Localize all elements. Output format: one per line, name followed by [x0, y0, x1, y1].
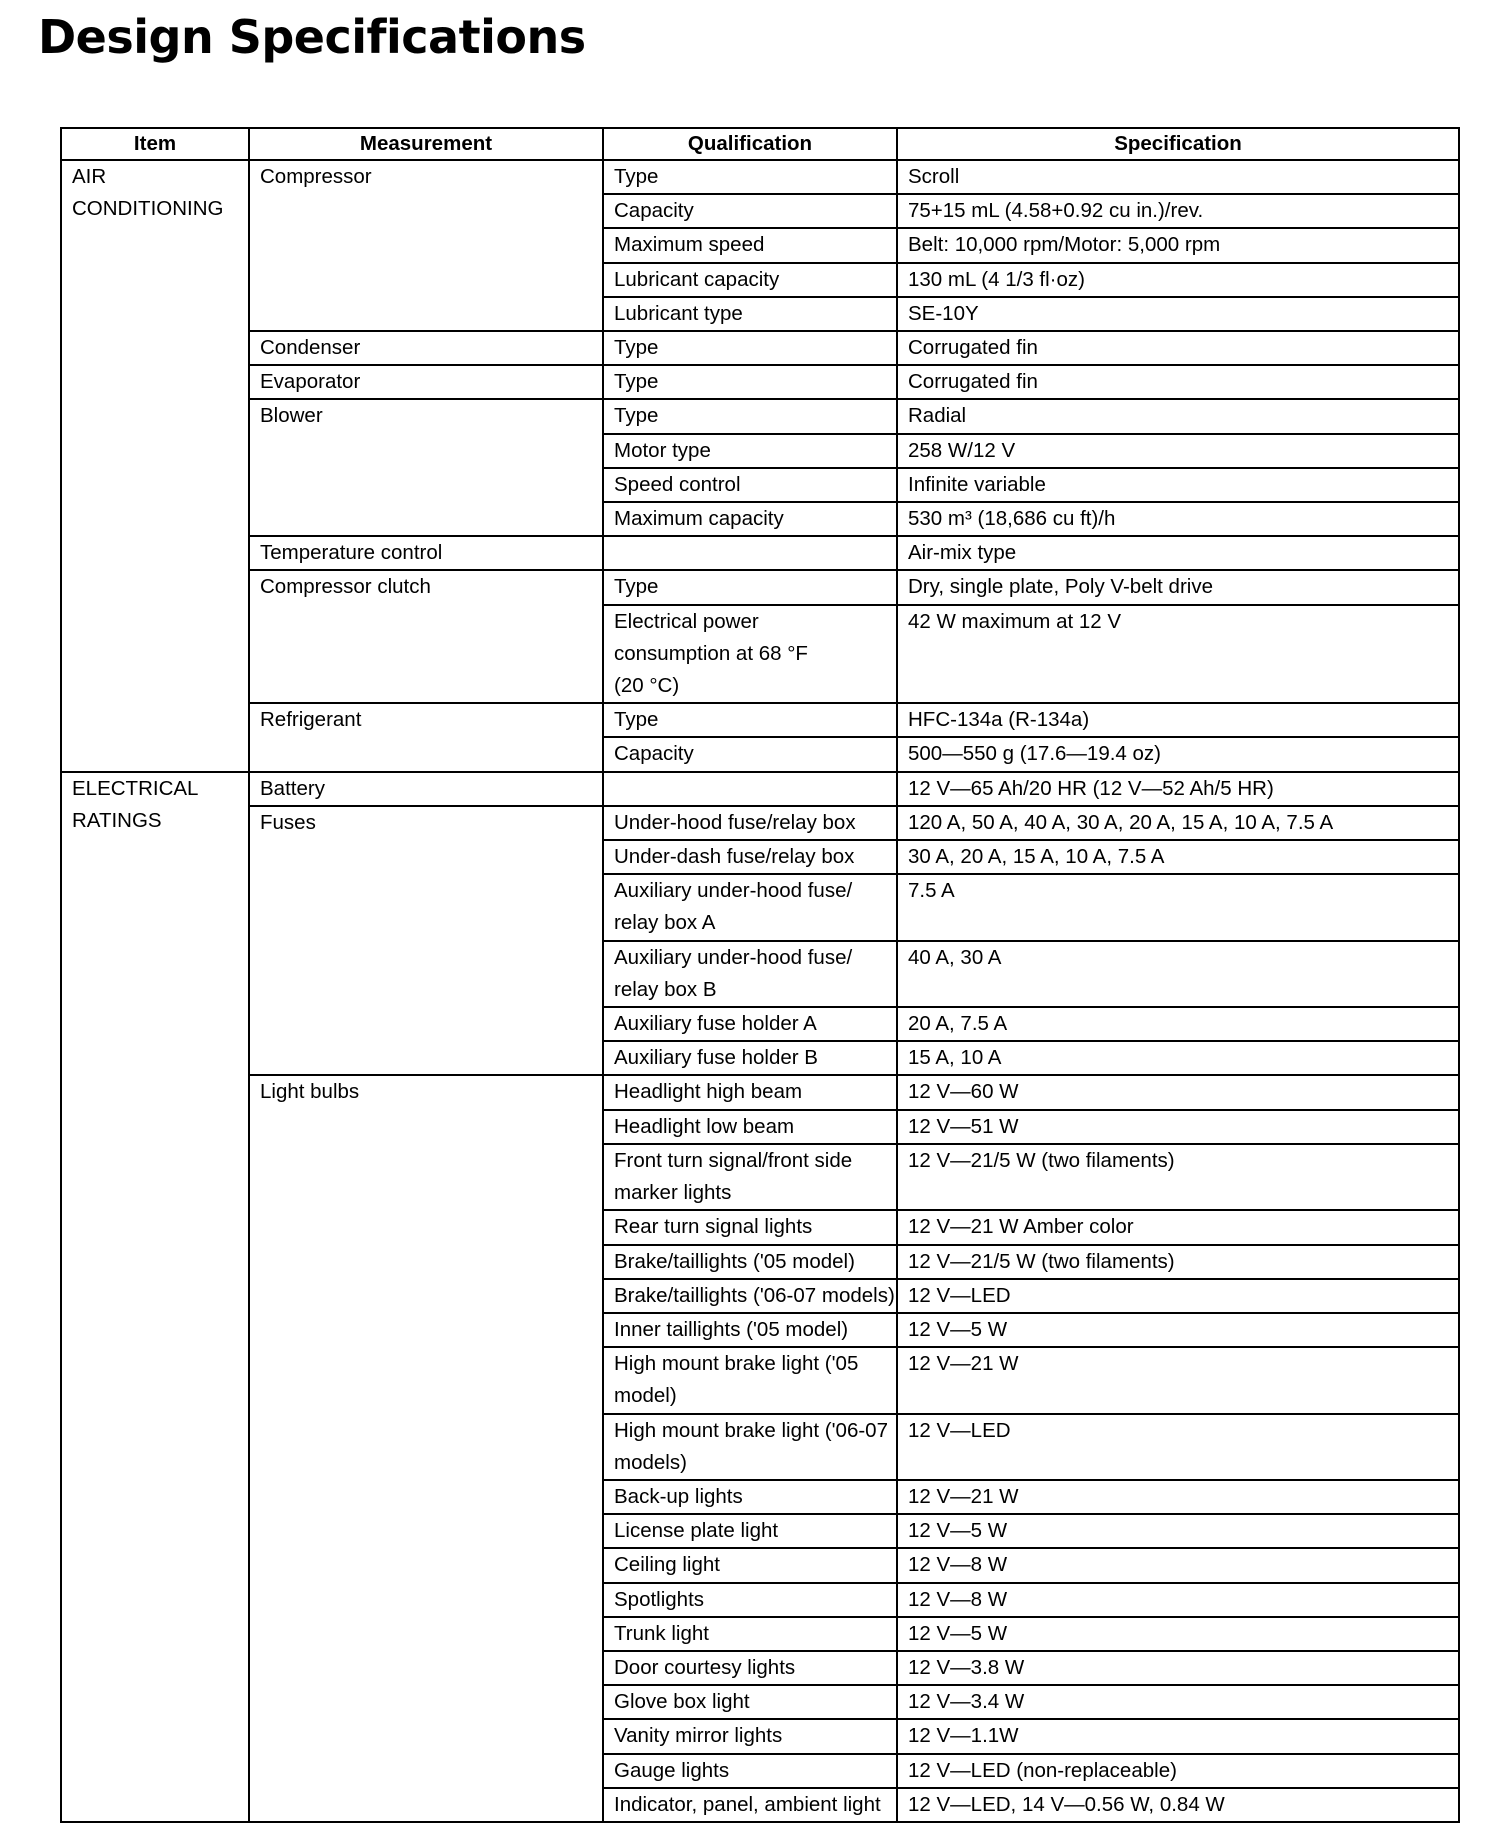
specification-cell: Scroll	[897, 160, 1459, 194]
measurement-cell: Refrigerant	[249, 703, 603, 771]
qualification-cell: Glove box light	[603, 1685, 897, 1719]
qualification-cell: Rear turn signal lights	[603, 1210, 897, 1244]
table-row	[61, 160, 1459, 194]
specification-cell: 12 V—LED (non-replaceable)	[897, 1754, 1459, 1788]
specification-cell: 12 V—21 W Amber color	[897, 1210, 1459, 1244]
header-measurement: Measurement	[249, 128, 603, 160]
qualification-cell: Speed control	[603, 468, 897, 502]
specification-cell: 12 V—5 W	[897, 1617, 1459, 1651]
page-title: Design Specifications	[38, 10, 586, 64]
measurement-cell: Light bulbs	[249, 1075, 603, 1821]
qualification-cell: Back-up lights	[603, 1480, 897, 1514]
specification-cell: 40 A, 30 A	[897, 941, 1459, 1007]
table-row	[61, 772, 1459, 806]
specification-cell: 12 V—65 Ah/20 HR (12 V—52 Ah/5 HR)	[897, 772, 1459, 806]
specification-cell: Corrugated fin	[897, 365, 1459, 399]
specification-cell: 12 V—21/5 W (two filaments)	[897, 1245, 1459, 1279]
qualification-cell: Type	[603, 399, 897, 433]
specification-cell: 12 V—LED	[897, 1414, 1459, 1480]
table-row	[61, 365, 1459, 399]
measurement-cell: Condenser	[249, 331, 603, 365]
table-row	[61, 536, 1459, 570]
qualification-cell: Brake/taillights ('06-07 models)	[603, 1279, 897, 1313]
specification-cell: 12 V—60 W	[897, 1075, 1459, 1109]
specification-cell: 15 A, 10 A	[897, 1041, 1459, 1075]
specification-cell: 12 V—3.4 W	[897, 1685, 1459, 1719]
qualification-cell	[603, 536, 897, 570]
measurement-cell: Battery	[249, 772, 603, 806]
specification-cell: 12 V—5 W	[897, 1313, 1459, 1347]
specification-cell: Corrugated fin	[897, 331, 1459, 365]
measurement-cell: Compressor clutch	[249, 570, 603, 703]
measurement-cell: Blower	[249, 399, 603, 536]
qualification-cell: Under-dash fuse/relay box	[603, 840, 897, 874]
specification-cell: 12 V—5 W	[897, 1514, 1459, 1548]
specification-cell: 12 V—LED	[897, 1279, 1459, 1313]
qualification-cell: Type	[603, 365, 897, 399]
specification-cell: 12 V—8 W	[897, 1548, 1459, 1582]
qualification-cell: Under-hood fuse/relay box	[603, 806, 897, 840]
specification-cell: 30 A, 20 A, 15 A, 10 A, 7.5 A	[897, 840, 1459, 874]
qualification-cell: Motor type	[603, 434, 897, 468]
qualification-cell: Ceiling light	[603, 1548, 897, 1582]
specification-cell: 42 W maximum at 12 V	[897, 605, 1459, 704]
specification-cell: Infinite variable	[897, 468, 1459, 502]
measurement-cell: Compressor	[249, 160, 603, 331]
qualification-cell: Electrical power consumption at 68 °F (20 °C)	[603, 605, 897, 704]
specification-cell: 258 W/12 V	[897, 434, 1459, 468]
qualification-cell: Type	[603, 160, 897, 194]
specification-cell: 20 A, 7.5 A	[897, 1007, 1459, 1041]
qualification-cell: Inner taillights ('05 model)	[603, 1313, 897, 1347]
qualification-cell: Type	[603, 570, 897, 604]
specification-cell: 12 V—21/5 W (two filaments)	[897, 1144, 1459, 1210]
qualification-cell: Spotlights	[603, 1583, 897, 1617]
specification-cell: 12 V—3.8 W	[897, 1651, 1459, 1685]
header-specification: Specification	[897, 128, 1459, 160]
item-cell: ELECTRICAL RATINGS	[61, 772, 249, 1822]
specification-cell: SE-10Y	[897, 297, 1459, 331]
item-cell: AIR CONDITIONING	[61, 160, 249, 772]
qualification-cell: Type	[603, 331, 897, 365]
specification-cell: 130 mL (4 1/3 fl·oz)	[897, 263, 1459, 297]
qualification-cell: License plate light	[603, 1514, 897, 1548]
specification-cell: 12 V—21 W	[897, 1347, 1459, 1413]
table-row	[61, 806, 1459, 840]
qualification-cell: Vanity mirror lights	[603, 1719, 897, 1753]
measurement-cell: Fuses	[249, 806, 603, 1076]
measurement-cell: Temperature control	[249, 536, 603, 570]
specification-cell: 12 V—21 W	[897, 1480, 1459, 1514]
header-row	[61, 128, 1459, 160]
table-row	[61, 399, 1459, 433]
qualification-cell	[603, 772, 897, 806]
specification-cell: HFC-134a (R-134a)	[897, 703, 1459, 737]
specification-cell: 75+15 mL (4.58+0.92 cu in.)/rev.	[897, 194, 1459, 228]
qualification-cell: Capacity	[603, 194, 897, 228]
qualification-cell: Capacity	[603, 737, 897, 771]
qualification-cell: Gauge lights	[603, 1754, 897, 1788]
qualification-cell: Trunk light	[603, 1617, 897, 1651]
qualification-cell: Front turn signal/front side marker lights	[603, 1144, 897, 1210]
qualification-cell: Maximum speed	[603, 228, 897, 262]
header-qualification: Qualification	[603, 128, 897, 160]
qualification-cell: High mount brake light ('05 model)	[603, 1347, 897, 1413]
specification-cell: 7.5 A	[897, 874, 1459, 940]
qualification-cell: Headlight high beam	[603, 1075, 897, 1109]
specification-cell: Belt: 10,000 rpm/Motor: 5,000 rpm	[897, 228, 1459, 262]
specification-cell: 530 m³ (18,686 cu ft)/h	[897, 502, 1459, 536]
qualification-cell: Indicator, panel, ambient light	[603, 1788, 897, 1822]
specification-cell: Radial	[897, 399, 1459, 433]
qualification-cell: Lubricant type	[603, 297, 897, 331]
qualification-cell: Auxiliary fuse holder A	[603, 1007, 897, 1041]
specification-cell: 500—550 g (17.6—19.4 oz)	[897, 737, 1459, 771]
qualification-cell: Headlight low beam	[603, 1110, 897, 1144]
header-item: Item	[61, 128, 249, 160]
specification-cell: 12 V—1.1W	[897, 1719, 1459, 1753]
table-row	[61, 331, 1459, 365]
qualification-cell: Door courtesy lights	[603, 1651, 897, 1685]
qualification-cell: Lubricant capacity	[603, 263, 897, 297]
qualification-cell: High mount brake light ('06-07 models)	[603, 1414, 897, 1480]
qualification-cell: Auxiliary under-hood fuse/ relay box A	[603, 874, 897, 940]
specification-cell: 12 V—8 W	[897, 1583, 1459, 1617]
qualification-cell: Auxiliary under-hood fuse/ relay box B	[603, 941, 897, 1007]
measurement-cell: Evaporator	[249, 365, 603, 399]
specification-cell: Dry, single plate, Poly V-belt drive	[897, 570, 1459, 604]
qualification-cell: Maximum capacity	[603, 502, 897, 536]
table-row	[61, 1075, 1459, 1109]
table-row	[61, 570, 1459, 604]
specification-cell: Air-mix type	[897, 536, 1459, 570]
qualification-cell: Brake/taillights ('05 model)	[603, 1245, 897, 1279]
table-row	[61, 703, 1459, 737]
specification-cell: 12 V—51 W	[897, 1110, 1459, 1144]
specification-cell: 12 V—LED, 14 V—0.56 W, 0.84 W	[897, 1788, 1459, 1822]
qualification-cell: Auxiliary fuse holder B	[603, 1041, 897, 1075]
specification-cell: 120 A, 50 A, 40 A, 30 A, 20 A, 15 A, 10 A, 7.5 A	[897, 806, 1459, 840]
spec-table	[60, 127, 1460, 1823]
qualification-cell: Type	[603, 703, 897, 737]
